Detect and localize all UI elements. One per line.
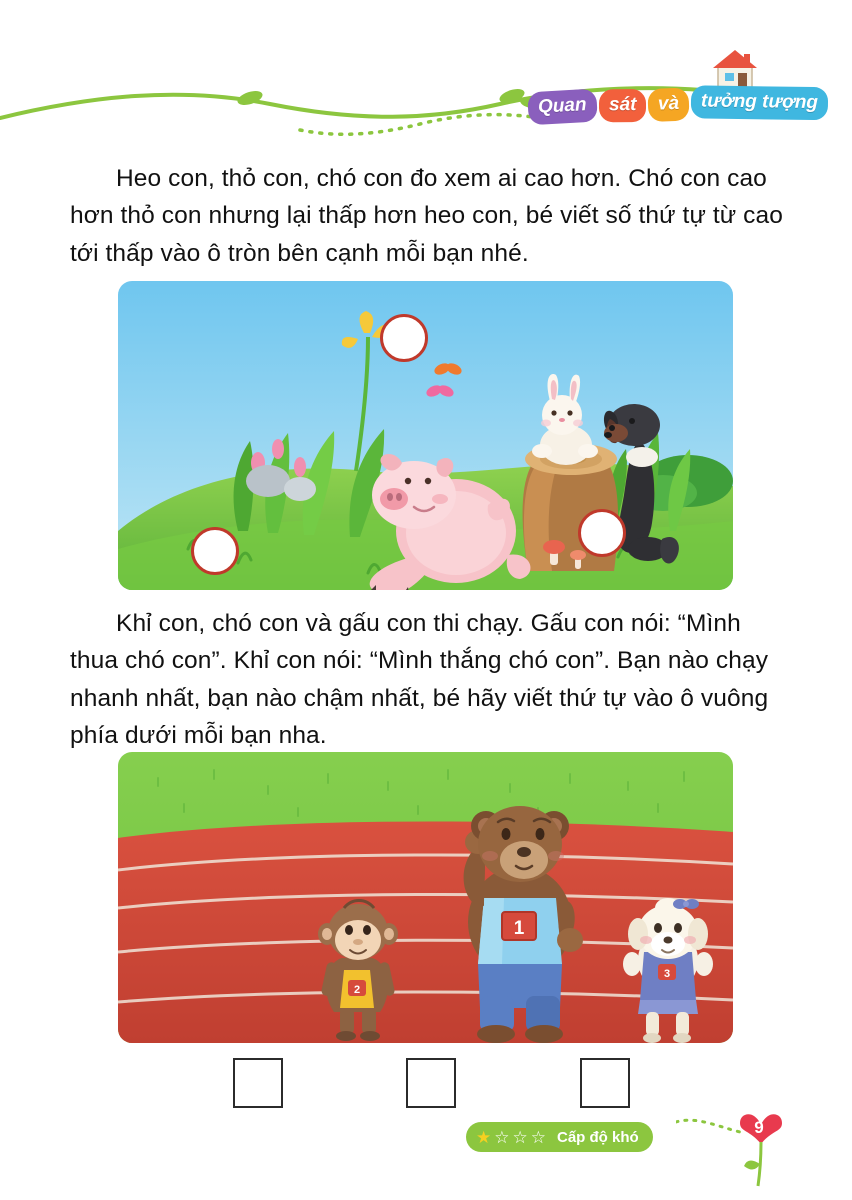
badge-word-1: Quan <box>527 89 597 126</box>
svg-text:2: 2 <box>353 984 361 996</box>
exercise-1-instructions <box>70 160 786 272</box>
exercise-2-instructions <box>70 605 786 755</box>
dotted-trail-decoration <box>676 1112 746 1152</box>
answer-box-bear[interactable] <box>406 1058 456 1108</box>
answer-box-dog[interactable] <box>580 1058 630 1108</box>
answer-circle-rabbit[interactable] <box>380 314 428 362</box>
svg-text:1: 1 <box>513 918 525 939</box>
exercise-2-illustration <box>118 752 733 1043</box>
star-icon-2: ☆ <box>494 1127 510 1147</box>
exercise-1-text: Heo con, thỏ con, chó con đo xem ai cao hơn. Chó con cao hơn thỏ con nhưng lại thấp hơn heo con, bé viết số thứ tự từ cao tới thấp vào ô tròn bên cạnh mỗi bạn nhé. <box>70 165 783 267</box>
star-icon-3: ☆ <box>512 1127 528 1147</box>
badge-word-4: tưởng tượng <box>691 85 828 120</box>
badge-word-2: sát <box>599 89 647 122</box>
star-icon-4: ☆ <box>530 1127 546 1147</box>
difficulty-label: Cấp độ khó <box>557 1128 639 1146</box>
exercise-1-illustration <box>118 281 733 590</box>
badge-word-3: và <box>647 87 689 122</box>
answer-box-monkey[interactable] <box>233 1058 283 1108</box>
star-icon-1: ★ <box>476 1127 492 1147</box>
page-number: 9 <box>754 1118 764 1137</box>
answer-circle-pig[interactable] <box>191 527 239 575</box>
answer-circle-dog[interactable] <box>578 509 626 557</box>
section-title-badge <box>528 85 829 124</box>
svg-text:3: 3 <box>663 968 671 980</box>
exercise-2-text: Khỉ con, chó con và gấu con thi chạy. Gấu con nói: “Mình thua chó con”. Khỉ con nói: “Mình thắng chó con”. Bạn nào chạy nhanh nhất, bạn nào chậm nhất, bé hãy viết thứ tự vào ô vuông phía dưới mỗi bạn nha. <box>70 610 769 750</box>
difficulty-badge <box>466 1122 653 1152</box>
